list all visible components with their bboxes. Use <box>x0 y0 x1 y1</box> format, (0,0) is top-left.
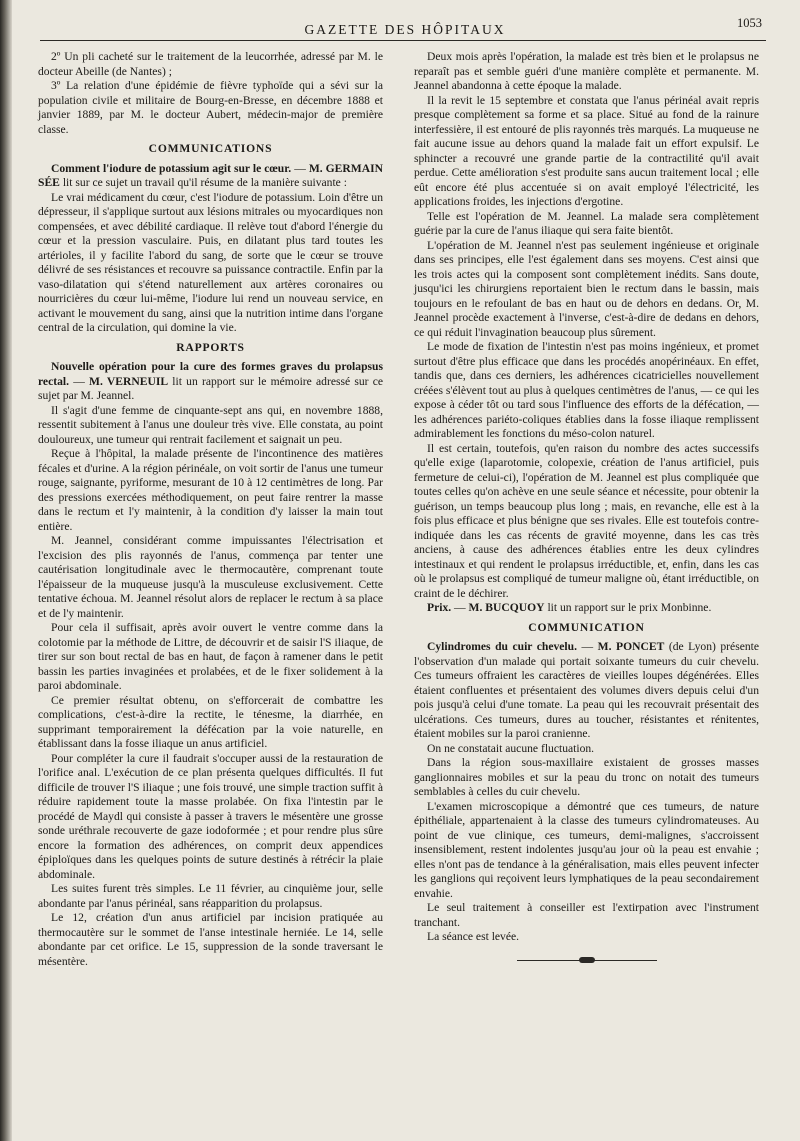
paragraph: Telle est l'opération de M. Jeannel. La malade sera complètement guérie par la cure de l'anus iliaque qui sera faite bientôt. <box>414 209 759 237</box>
paragraph: Il la revit le 15 septembre et constata que l'anus périnéal avait repris presque complètement sa forme et sa place. Situé au fond de la rainure interfessière, il est entouré de plis rayonnés très marqués. La muqueuse ne fait aucune issue au dehors quand la malade fait un effort expulsif. Le sphincter a recouvré une grande partie de la contractilité qu'il avait perdue. Cette amélioration s'est produite sans aucun traitement local ; elle eût encore été plus accentuée si on avait employé l'électricité, les applications froides, les injections d'ergotine. <box>414 93 759 208</box>
paragraph: Le mode de fixation de l'intestin n'est pas moins ingénieux, et promet surtout d'être plus efficace que dans les procédés anopérinéaux. En effet, tandis que, dans ces derniers, les adhérences cicatricielles nouvellement créées s'élèvent tout au plus à quelques centimètres de l'anus, — ce qui les expose à céder tôt ou tard sous l'influence des efforts de la défécation, — les adhérences pariéto-coliques établies dans la fosse iliaque remplissent admirablement les fonctions du méso-colon naturel. <box>414 340 759 440</box>
paragraph: On ne constatait aucune fluctuation. <box>427 741 595 755</box>
paragraph: Il s'agit d'une femme de cinquante-sept ans qui, en novembre 1888, ressentit subitement à l'anus une douleur très vive. Elle constata, au point douloureux, une tumeur qui rentrait facilement et saignait un peu. <box>38 403 383 446</box>
section-heading: RAPPORTS <box>176 340 245 354</box>
paragraph-text: lit un rapport sur le mémoire adressé sur ce sujet par M. Jeannel. <box>38 374 384 402</box>
page-header <box>40 14 770 38</box>
paragraph: 3º La relation d'une épidémie de fièvre typhoïde qui a sévi sur la population civile et militaire de Bourg-en-Bresse, en décembre 1888 et janvier 1889, par M. le docteur Aubert, médecin-major de première classe. <box>38 79 383 136</box>
page-number: 1053 <box>737 16 762 30</box>
end-ornament-rule <box>517 957 657 963</box>
paragraph-text: lit sur ce sujet un travail qu'il résume de la manière suivante : <box>62 176 347 189</box>
section-heading: COMMUNICATIONS <box>148 142 273 155</box>
paragraph: Le seul traitement à conseiller est l'extirpation avec l'instrument tranchant. <box>414 901 759 929</box>
author-name: M. VERNEUIL <box>89 374 169 388</box>
left-column <box>38 50 383 969</box>
article-title: Prix. <box>427 601 452 614</box>
binding-shadow <box>0 0 12 1141</box>
article-title: Comment l'iodure de potassium agit sur le cœur. <box>51 161 292 175</box>
paragraph: Reçue à l'hôpital, la malade présente de l'incontinence des matières fécales et d'urine. A la région périnéale, on voit sortir de l'anus une tumeur rouge, saignante, pyriforme, mesurant de 10 à 12 centimètres de long. Par des pressions exercées méthodiquement, on peut faire rentrer la masse dans le rectum et l'y maintenir, à la condition d'y laisser la main tout entière. <box>38 447 383 533</box>
article-title: Nouvelle opération pour la cure des formes graves du prolapsus rectal. <box>38 360 383 388</box>
running-title: GAZETTE DES HÔPITAUX <box>304 22 506 37</box>
paragraph: L'examen microscopique a démontré que ces tumeurs, de nature épithéliale, appartenaient à la classe des tumeurs cylindromateuses. Au point de vue clinique, ces tumeurs, demi-malignes, s'accroissent insensiblement, restent indolentes jusqu'au jour où la peau est envahie ; elles n'ont pas de tendance à la généralisation, mais elles peuvent infecter les ganglions qui reçoivent leurs lymphatiques de la peau secondairement envahie. <box>414 799 759 900</box>
paragraph: Le vrai médicament du cœur, c'est l'iodure de potassium. Loin d'être un dépresseur, il s'applique surtout aux lésions mitrales ou myocardiques non compensées, et avec débilité cardiaque. Il relève tout d'abord l'énergie du cœur et la pression vasculaire. Puis, en dilatant plus tard toutes les artérioles, il y facilite l'abord du sang, de sorte que le cœur se trouve délivré de ses résistances et recouvre sa puissance contractile. Enfin par la vaso-dilatation qui s'étend naturellement aux artères coronaires ou nourricières du cœur lui-même, l'iodure lui rend un nouveau service, en activant le mouvement du sang, ainsi que la nutrition intime dans l'organe central de la circulation, qui domine la vie. <box>38 190 383 334</box>
paragraph: Comment l'iodure de potassium agit sur le cœur. — M. GERMAIN SÉE lit sur ce sujet un travail qu'il résume de la manière suivante : <box>38 161 383 189</box>
section-heading: COMMUNICATION <box>528 620 645 634</box>
paragraph: Cylindromes du cuir chevelu. — M. PONCET (de Lyon) présente l'observation d'un malade qui portait soixante tumeurs du cuir chevelu. Ces tumeurs offraient les caractères de vieilles loupes dégénérées. Elles étaient confluentes et présentaient des volumes divers depuis celui d'un pois jusqu'à celui d'une tomate. La peau qui les recouvrait présentait des ulcérations. Ces tumeurs, dures au toucher, résistantes et rénitentes, étaient mobiles sur la paroi cranienne. <box>414 640 760 740</box>
paragraph: Nouvelle opération pour la cure des formes graves du prolapsus rectal. — M. VERNEUIL lit un rapport sur le mémoire adressé sur ce sujet par M. Jeannel. <box>38 360 384 402</box>
author-name: M. BUCQUOY <box>468 601 545 614</box>
paragraph: Le 12, création d'un anus artificiel par incision pratiquée au thermocautère sur le sommet de l'anse intestinale herniée. Le 14, selle abondante par cet orifice. Le 15, suppression de la sonde traversant le mésentère. <box>38 911 383 968</box>
paragraph-text: (de Lyon) présente l'observation d'un malade qui portait soixante tumeurs du cuir chevelu. Ces tumeurs offraient les caractères de vieilles loupes dégénérées. Elles étaient confluentes et présentaient des volumes divers depuis celui d'un pois jusqu'à celui d'une tomate. La peau qui les recouvrait présentait des ulcérations. Ces tumeurs, dures au toucher, résistantes et rénitentes, étaient mobiles sur la paroi cranienne. <box>414 640 760 740</box>
paragraph: L'opération de M. Jeannel n'est pas seulement ingénieuse et originale dans ses principes, elle l'est également dans ses moyens. C'est ainsi que les trois actes qui la composent sont complètement inédits. Sans doute, jusqu'ici les chirurgiens reportaient bien le rectum dans le bassin, mais toujours en le refoulant de bas en haut ou de dehors en dedans. Or, M. Jeannel procède exactement à l'inverse, c'est-à-dire de dedans en dehors, ce qui réduit l'invagination beaucoup plus sûrement. <box>414 238 759 339</box>
author-name: M. PONCET <box>597 640 665 653</box>
paragraph: Ce premier résultat obtenu, on s'efforcerait de combattre les complications, c'est-à-dire la rectite, le ténesme, la diarrhée, en supprimant temporairement la défécation par la voie naturelle, en établissant dans la fosse iliaque un anus artificiel. <box>38 693 383 750</box>
paragraph: Prix. — M. BUCQUOY lit un rapport sur le prix Monbinne. <box>427 601 712 614</box>
paragraph: Deux mois après l'opération, la malade est très bien et le prolapsus ne reparaît pas et semble guéri d'une manière complète et permanente. M. Jeannel abandonna à cette époque la malade. <box>414 50 759 92</box>
paragraph: Il est certain, toutefois, qu'en raison du nombre des actes successifs qu'elle exige (laparotomie, colopexie, création de l'anus artificiel, puis fermeture de celui-ci), l'opération de M. Jeannel est plus compliquée que toutes celles qu'on achève en une seule séance et nécessite, pour obtenir la guérison, un temps beaucoup plus long ; mais, en revanche, elle est à la fois plus efficace et plus bénigne que ses rivales. Elle est toutefois contre-indiquée dans les cas récents de gravité moyenne, dans les cas très anciens, à cause des adhérences établies entre les deux cylindres intestinaux et qui rendent le prolapsus irréductible, et, enfin, dans les cas où le prolapsus est compliqué de tumeur maligne où, étant irréductible, on craint de le déchirer. <box>414 441 759 600</box>
right-column <box>414 50 759 963</box>
paragraph: M. Jeannel, considérant comme impuissantes l'électrisation et l'excision des plis rayonnés de l'anus, commença par tenter une cautérisation longitudinale avec le thermocautère, comprenant toute l'épaisseur de la muqueuse jusqu'à la musculeuse exclusivement. Cette tentative échoua. M. Jeannel résolut alors de replacer le rectum à sa place et de l'y maintenir. <box>38 534 383 620</box>
paragraph: Pour cela il suffisait, après avoir ouvert le ventre comme dans la colotomie par la méthode de Littre, de découvrir et de saisir l'S iliaque, de tirer sur son bout rectal de bas en haut, de façon à ramener dans le petit bassin les parties invaginées et prolabées, et de le fixer solidement à la paroi abdominale. <box>38 621 383 692</box>
paragraph: Pour compléter la cure il faudrait s'occuper aussi de la restauration de l'orifice anal. L'exécution de ce plan présenta quelques difficultés. Il fut difficile de trouver l'S iliaque ; une fois trouvé, une simple traction suffit à réduire rapidement toute la masse prolabée. On fixa l'intestin par le procédé de Maydl qui consiste à passer à travers le mésentère une grosse sonde uréthrale recouverte de gaze iodoformée ; et pour rendre plus sûre encore la formation des adhérences, on comprit deux appendices épiploïques dans les quelques points de suture destinés à rétrécir la plaie abdominale. <box>38 751 383 881</box>
paragraph: Les suites furent très simples. Le 11 février, au cinquième jour, selle abondante par l'anus périnéal, sans réapparition du prolapsus. <box>38 882 383 910</box>
paragraph: La séance est levée. <box>427 930 520 943</box>
paragraph-text: lit un rapport sur le prix Monbinne. <box>547 601 712 614</box>
paragraph: 2º Un pli cacheté sur le traitement de la leucorrhée, adressé par M. le docteur Abeille (de Nantes) ; <box>38 50 383 78</box>
article-title: Cylindromes du cuir chevelu. <box>427 640 578 653</box>
author-name: M. GERMAIN SÉE <box>38 161 383 189</box>
paragraph: Dans la région sous-maxillaire existaient de grosses masses ganglionnaires mobiles et sur la peau du tronc on notait des tumeurs semblables à celles du cuir chevelu. <box>414 756 759 798</box>
header-rule <box>40 40 766 41</box>
